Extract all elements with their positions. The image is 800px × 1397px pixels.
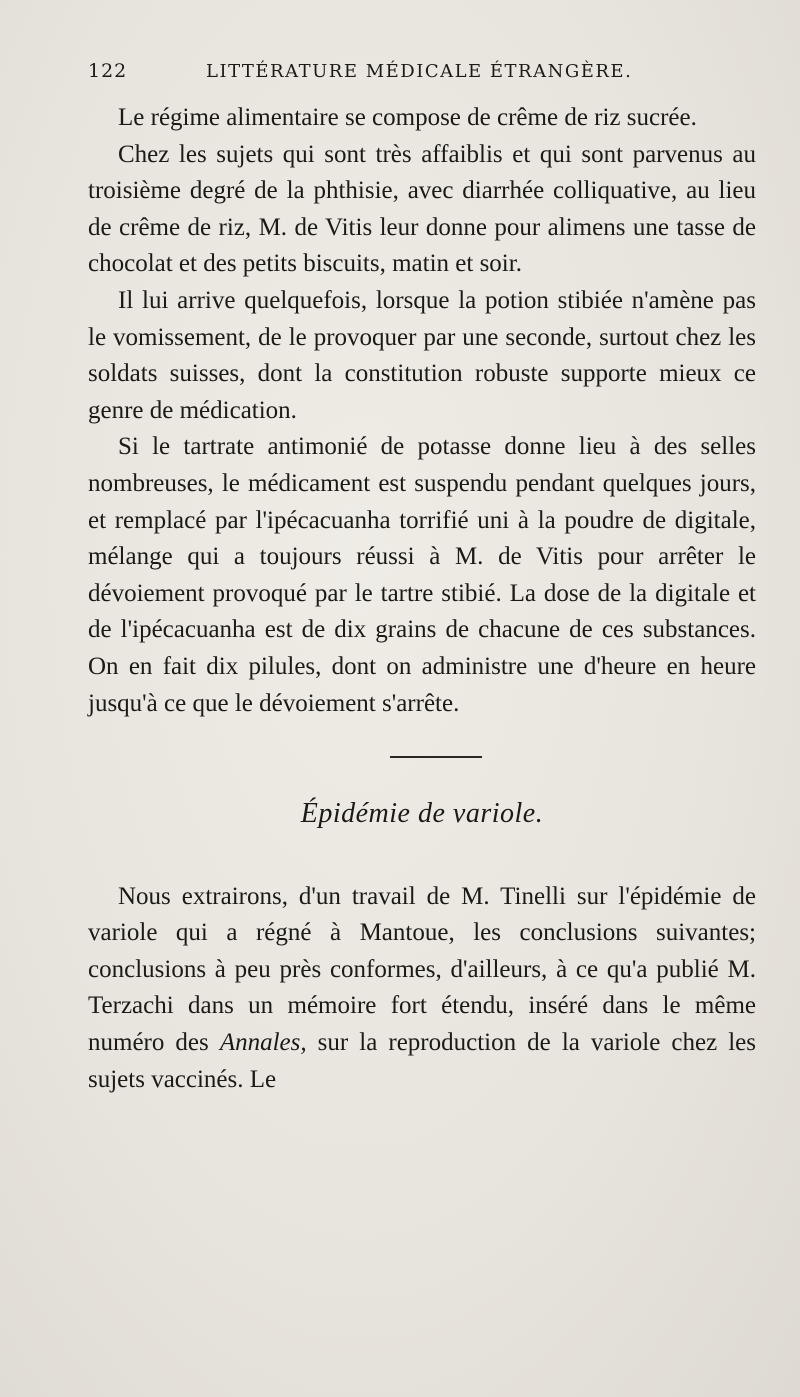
- page-header: [88, 60, 754, 82]
- section-divider: [390, 756, 482, 758]
- body-text: [88, 100, 756, 1098]
- paragraph-text: sur la reproduction de la variole chez les sujets vaccinés. Le: [88, 1029, 757, 1093]
- paragraph: Si le tartrate antimonié de potasse donne lieu à des selles nombreuses, le médicament est suspendu pendant quelques jours, et remplacé par l'ipécacuanha torrifié uni à la poudre de digitale, mélange qui a toujours réussi à M. de Vitis pour arrêter le dévoiement provoqué par le tartre stibié. La dose de la digitale et de l'ipécacuanha est de dix grains de chacune de ces substances. On en fait dix pilules, dont on administre une d'heure en heure jusqu'à ce que le dévoiement s'arrête.: [88, 433, 756, 717]
- journal-title: Annales,: [219, 1029, 307, 1057]
- page-number: 122: [88, 60, 128, 82]
- paragraph: Chez les sujets qui sont très affaiblis et qui sont parvenus au troisième degré de la phthisie, avec diarrhée colliquative, au lieu de crême de riz, M. de Vitis leur donne pour alimens une tasse de chocolat et des petits biscuits, matin et soir.: [88, 140, 756, 278]
- section-heading: Épidémie de variole.: [300, 798, 544, 830]
- paragraph: Il lui arrive quelquefois, lorsque la potion stibiée n'amène pas le vomissement, de le provoquer par une seconde, surtout chez les soldats suisses, dont la constitution robuste supporte mieux ce genre de médication.: [88, 286, 756, 424]
- paragraph: Le régime alimentaire se compose de crême de riz sucrée.: [118, 104, 697, 131]
- running-title: LITTÉRATURE MÉDICALE ÉTRANGÈRE.: [206, 61, 633, 82]
- paragraph-text: Nous extrairons, d'un travail de M. Tinelli sur l'épidémie de variole qui a régné à Mantoue, les conclusions suivantes; conclusions à peu près conformes, d'ailleurs, à ce qu'a publié M. Terzachi dans un mémoire fort étendu, inséré dans le même numéro des: [88, 882, 756, 1057]
- section-body: [88, 879, 756, 1099]
- paragraph: [88, 879, 756, 1099]
